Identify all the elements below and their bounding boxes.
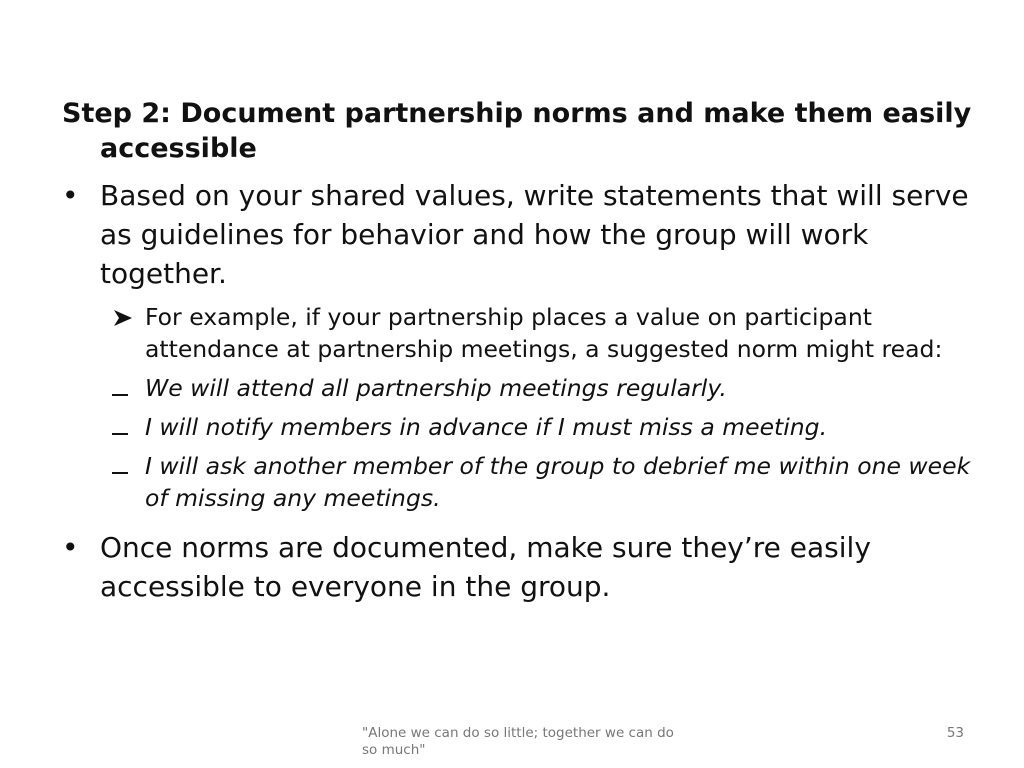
norm-item	[62, 450, 972, 514]
bullet-text: Based on your shared values, write statements that will serve as guidelines for behavior and how the group will work together.	[100, 179, 969, 290]
bullet-text: Once norms are documented, make sure they’re easily accessible to everyone in the group.	[100, 531, 871, 603]
dash-bullet-icon	[112, 411, 142, 443]
example-item	[62, 301, 972, 365]
bullet-dot-icon: •	[62, 531, 79, 564]
slide-body	[62, 96, 972, 614]
page-number: 53	[946, 725, 964, 741]
norm-text: We will attend all partnership meetings regularly.	[145, 374, 727, 402]
norm-item	[62, 411, 972, 443]
dash-bullet-icon	[112, 372, 142, 404]
dash-bullet-icon	[112, 450, 142, 482]
bullet-item	[62, 528, 972, 606]
footer-quote: "Alone we can do so little; together we can do so much"	[362, 725, 674, 758]
norm-item	[62, 372, 972, 404]
bullet-dot-icon: •	[62, 179, 79, 212]
example-text: For example, if your partnership places a value on participant attendance at partnership meetings, a suggested norm might read:	[145, 303, 943, 363]
norm-text: I will ask another member of the group to debrief me within one week of missing any meetings.	[145, 452, 971, 512]
bullet-item	[62, 176, 972, 293]
norm-text: I will notify members in advance if I must miss a meeting.	[145, 413, 828, 441]
slide-heading: Step 2: Document partnership norms and make them easily accessible	[62, 98, 972, 164]
arrow-bullet-icon	[112, 301, 142, 337]
